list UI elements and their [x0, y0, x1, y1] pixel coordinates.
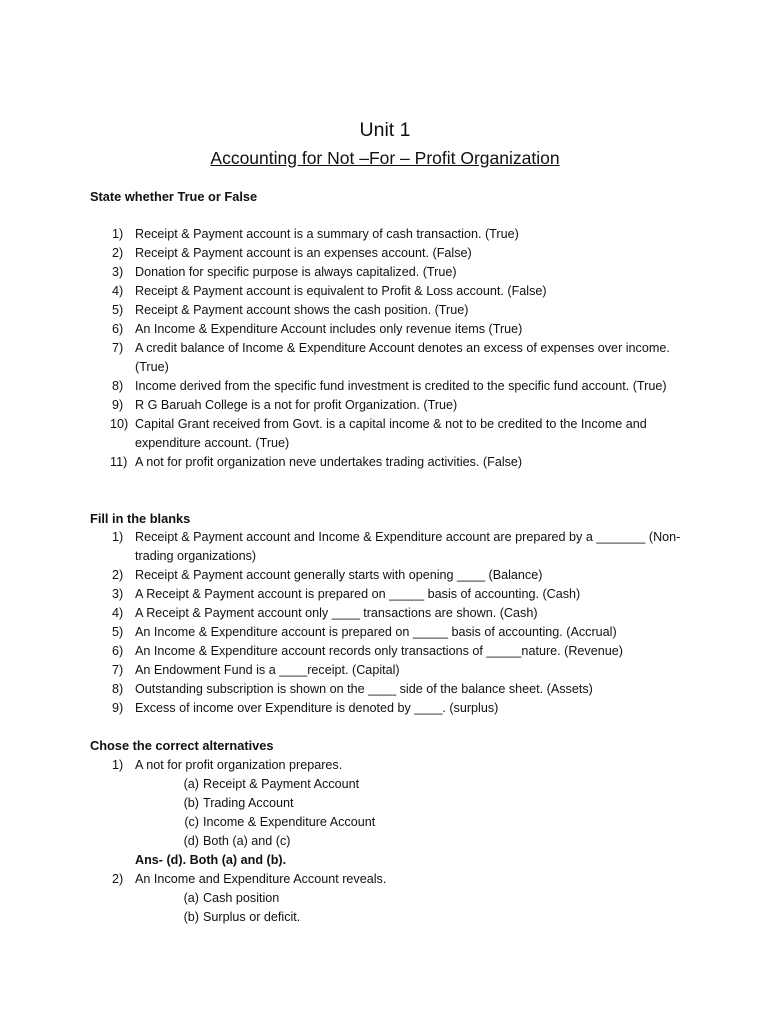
item-number: 7) [112, 341, 124, 355]
item-text: A credit balance of Income & Expenditure Account denotes an excess of expenses over income. (True) [135, 341, 670, 374]
item-text: Capital Grant received from Govt. is a capital income & not to be credited to the Income and expenditure account. (True) [135, 417, 647, 450]
item-number: 10) [110, 417, 129, 431]
item-number: 1) [112, 758, 124, 772]
mcq-list [90, 756, 690, 927]
list-item [90, 528, 690, 566]
item-number: 6) [112, 644, 124, 658]
list-item [90, 263, 690, 282]
item-number: 7) [112, 663, 124, 677]
option-item [135, 832, 690, 851]
item-text: Receipt & Payment account and Income & Expenditure account are prepared by a _______ (Non-trading organizations) [135, 530, 681, 563]
list-item [90, 870, 690, 927]
item-number: 8) [112, 682, 124, 696]
option-list [135, 889, 690, 927]
list-item [90, 661, 690, 680]
list-item [90, 377, 690, 396]
list-item [90, 623, 690, 642]
item-text: A not for profit organization neve undertakes trading activities. (False) [135, 455, 523, 469]
true-false-heading: State whether True or False [90, 189, 258, 204]
list-item [90, 415, 690, 453]
item-number: 11) [110, 455, 128, 469]
mcq-heading: Chose the correct alternatives [90, 738, 274, 753]
item-text: Receipt & Payment account is equivalent to Profit & Loss account. (False) [135, 284, 547, 298]
option-item [135, 889, 690, 908]
list-item [90, 396, 690, 415]
item-number: 2) [112, 568, 124, 582]
option-label: (a) [183, 891, 199, 905]
option-item [135, 908, 690, 927]
item-text: An Income and Expenditure Account reveals. [135, 872, 387, 886]
option-label: (b) [183, 910, 199, 924]
option-text: Income & Expenditure Account [203, 815, 376, 829]
list-item [90, 699, 690, 718]
list-item [90, 642, 690, 661]
item-text: An Income & Expenditure account records only transactions of _____nature. (Revenue) [135, 644, 623, 658]
item-number: 4) [112, 284, 124, 298]
list-item [90, 604, 690, 623]
fill-blanks-list [90, 528, 690, 718]
item-text: A not for profit organization prepares. [135, 758, 343, 772]
option-item [135, 813, 690, 832]
item-text: An Income & Expenditure account is prepared on _____ basis of accounting. (Accrual) [135, 625, 617, 639]
item-number: 4) [112, 606, 124, 620]
item-number: 1) [112, 530, 124, 544]
option-text: Trading Account [203, 796, 294, 810]
item-text: A Receipt & Payment account is prepared on _____ basis of accounting. (Cash) [135, 587, 581, 601]
chapter-title: Accounting for Not –For – Profit Organization [210, 148, 560, 168]
true-false-list [90, 225, 690, 472]
option-label: (b) [183, 796, 199, 810]
list-item [90, 339, 690, 377]
item-number: 1) [112, 227, 124, 241]
option-label: (a) [183, 777, 199, 791]
option-label: (d) [183, 834, 199, 848]
item-number: 3) [112, 587, 124, 601]
item-number: 9) [112, 398, 124, 412]
item-number: 2) [112, 246, 124, 260]
list-item [90, 585, 690, 604]
item-text: Excess of income over Expenditure is denoted by ____. (surplus) [135, 701, 499, 715]
list-item [90, 282, 690, 301]
option-text: Cash position [203, 891, 280, 905]
item-text: Outstanding subscription is shown on the ____ side of the balance sheet. (Assets) [135, 682, 593, 696]
item-number: 2) [112, 872, 124, 886]
item-text: Receipt & Payment account generally starts with opening ____ (Balance) [135, 568, 543, 582]
item-text: Receipt & Payment account is an expenses account. (False) [135, 246, 472, 260]
item-text: Receipt & Payment account is a summary of cash transaction. (True) [135, 227, 519, 241]
item-number: 9) [112, 701, 124, 715]
list-item [90, 301, 690, 320]
item-number: 5) [112, 625, 124, 639]
list-item [90, 680, 690, 699]
item-text: R G Baruah College is a not for profit Organization. (True) [135, 398, 458, 412]
item-number: 3) [112, 265, 124, 279]
item-text: Income derived from the specific fund investment is credited to the specific fund account. (True) [135, 379, 667, 393]
list-item [90, 225, 690, 244]
list-item [90, 756, 690, 870]
item-number: 6) [112, 322, 124, 336]
list-item [90, 320, 690, 339]
list-item [90, 244, 690, 263]
answer-text: Ans- (d). Both (a) and (b). [135, 853, 287, 867]
option-text: Both (a) and (c) [203, 834, 291, 848]
list-item [90, 566, 690, 585]
item-text: An Income & Expenditure Account includes only revenue items (True) [135, 322, 523, 336]
item-number: 5) [112, 303, 124, 317]
item-text: Receipt & Payment account shows the cash position. (True) [135, 303, 469, 317]
option-item [135, 794, 690, 813]
option-text: Receipt & Payment Account [203, 777, 360, 791]
item-text: An Endowment Fund is a ____receipt. (Capital) [135, 663, 400, 677]
unit-title: Unit 1 [359, 119, 411, 141]
option-item [135, 775, 690, 794]
option-text: Surplus or deficit. [203, 910, 301, 924]
option-label: (c) [184, 815, 199, 829]
fill-blanks-heading: Fill in the blanks [90, 511, 191, 526]
option-list [135, 775, 690, 851]
list-item [90, 453, 690, 472]
item-text: Donation for specific purpose is always capitalized. (True) [135, 265, 457, 279]
item-text: A Receipt & Payment account only ____ transactions are shown. (Cash) [135, 606, 538, 620]
item-number: 8) [112, 379, 124, 393]
